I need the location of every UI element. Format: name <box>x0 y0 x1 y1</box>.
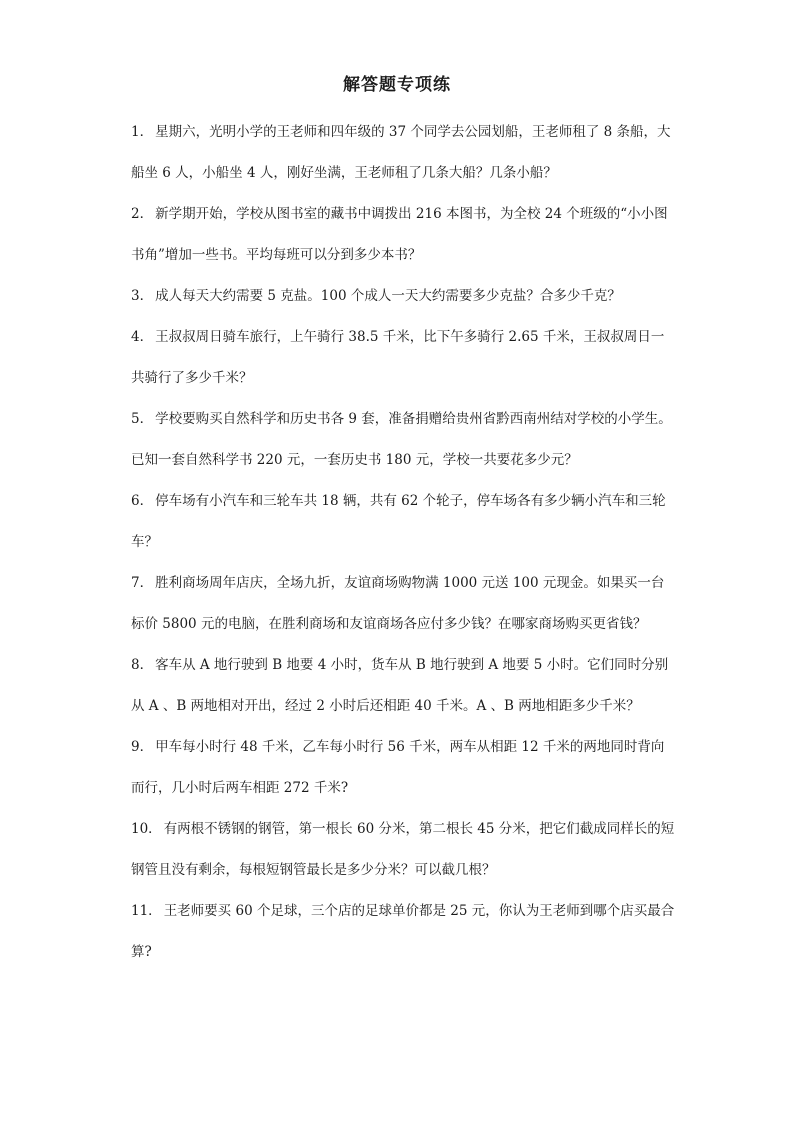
question-text: 成人每天大约需要 5 克盐。100 个成人一天大约需要多少克盐？合多少千克？ <box>155 288 621 304</box>
question-number: 6． <box>131 493 154 509</box>
question-item <box>131 276 676 317</box>
question-number: 2． <box>131 206 154 222</box>
question-text: 王叔叔周日骑车旅行，上午骑行 38.5 千米，比下午多骑行 2.65 千米，王叔叔周日一共骑行了多少千米？ <box>131 329 665 386</box>
question-number: 8． <box>131 657 154 673</box>
question-item <box>131 481 676 563</box>
question-item <box>131 317 676 399</box>
question-text: 星期六，光明小学的王老师和四年级的 37 个同学去公园划船，王老师租了 8 条船，大船坐 6 人，小船坐 4 人，刚好坐满，王老师租了几条大船？几条小船？ <box>131 124 671 181</box>
question-text: 王老师要买 60 个足球，三个店的足球单价都是 25 元，你认为王老师到哪个店买最合算? <box>131 903 675 960</box>
question-item <box>131 809 676 891</box>
question-item <box>131 891 676 973</box>
question-number: 7． <box>131 575 154 591</box>
question-text: 客车从 A 地行驶到 B 地要 4 小时，货车从 B 地行驶到 A 地要 5 小时。它们同时分别从 A 、B 两地相对开出，经过 2 小时后还相距 40 千米。A 、B 两地相距多少千米？ <box>131 657 669 714</box>
question-number: 3． <box>131 288 154 304</box>
question-item <box>131 112 676 194</box>
question-text: 胜利商场周年店庆，全场九折，友谊商场购物满 1000 元送 100 元现金。如果买一台标价 5800 元的电脑，在胜利商场和友谊商场各应付多少钱？在哪家商场购买更省钱？ <box>131 575 665 632</box>
question-number: 11． <box>131 903 162 919</box>
question-text: 甲车每小时行 48 千米，乙车每小时行 56 千米，两车从相距 12 千米的两地同时背向而行，几小时后两车相距 272 千米? <box>131 739 665 796</box>
question-number: 1． <box>131 124 154 140</box>
question-item <box>131 645 676 727</box>
question-text: 有两根不锈钢的钢管，第一根长 60 分米，第二根长 45 分米，把它们截成同样长的短钢管且没有剩余，每根短钢管最长是多少分米？可以截几根？ <box>131 821 675 878</box>
question-text: 停车场有小汽车和三轮车共 18 辆，共有 62 个轮子，停车场各有多少辆小汽车和三轮车？ <box>131 493 666 550</box>
question-number: 10． <box>131 821 162 837</box>
question-number: 9． <box>131 739 154 755</box>
question-text: 学校要购买自然科学和历史书各 9 套，准备捐赠给贵州省黔西南州结对学校的小学生。已知一套自然科学书 220 元，一套历史书 180 元，学校一共要花多少元？ <box>131 411 672 468</box>
question-item <box>131 194 676 276</box>
question-item <box>131 563 676 645</box>
question-list <box>131 112 676 973</box>
question-number: 5． <box>131 411 154 427</box>
question-item <box>131 727 676 809</box>
question-item <box>131 399 676 481</box>
question-number: 4． <box>131 329 154 345</box>
question-text: 新学期开始，学校从图书室的藏书中调拨出 216 本图书，为全校 24 个班级的“小小图书角”增加一些书。平均每班可以分到多少本书？ <box>131 206 668 263</box>
page-title: 解答题专项练 <box>343 75 451 95</box>
